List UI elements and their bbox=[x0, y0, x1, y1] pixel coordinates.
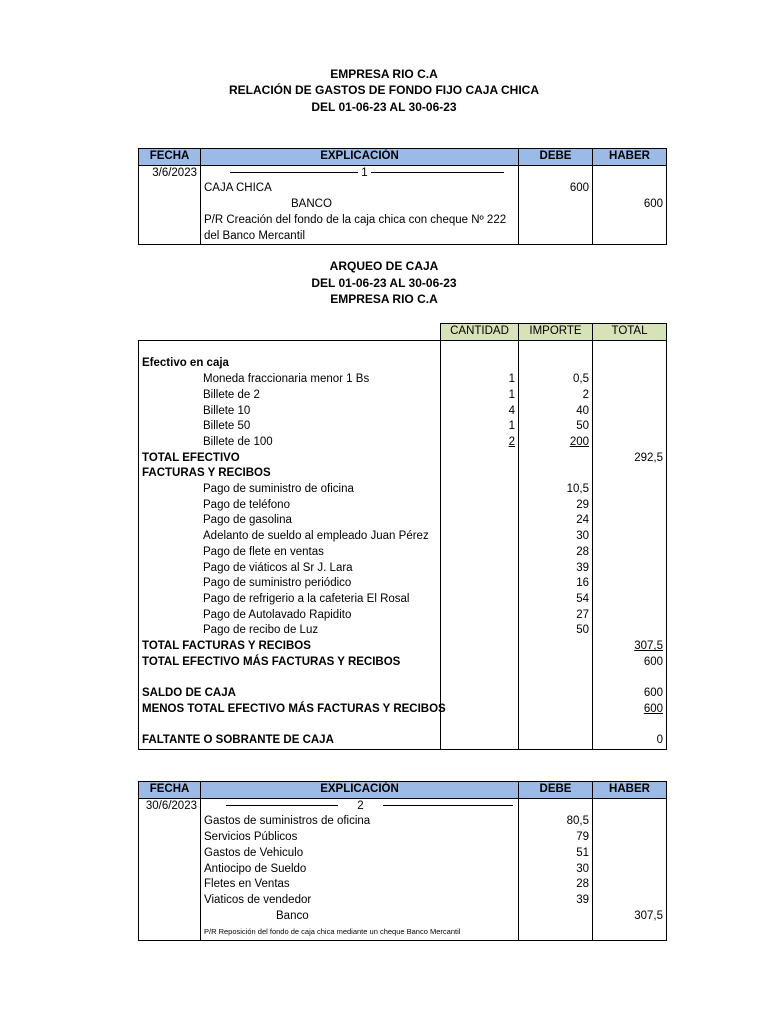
total-mas-value: 600 bbox=[593, 655, 667, 671]
table-row: Billete 50 1 50 bbox=[139, 419, 667, 435]
menos-value: 600 bbox=[643, 702, 663, 715]
total-mas-label: TOTAL EFECTIVO MÁS FACTURAS Y RECIBOS bbox=[139, 655, 441, 671]
table-row: Pago de viáticos al Sr J. Lara 39 bbox=[139, 561, 667, 577]
table-row: Banco 307,5 bbox=[139, 909, 667, 925]
col-debe: DEBE bbox=[519, 782, 593, 799]
entry-date: 3/6/2023 bbox=[139, 165, 201, 181]
journal-entry-2 bbox=[138, 781, 667, 941]
table-row: Pago de Autolavado Rapidito 27 bbox=[139, 608, 667, 624]
entry-note: P/R Reposición del fondo de caja chica mediante un cheque Banco Mercantil bbox=[201, 924, 519, 940]
table-row: Pago de suministro periódico 16 bbox=[139, 576, 667, 592]
table-row: BANCO 600 bbox=[139, 197, 667, 213]
table-row: Pago de teléfono 29 bbox=[139, 498, 667, 514]
table-row: Billete 10 4 40 bbox=[139, 404, 667, 420]
col-explicacion: EXPLICACIÓN bbox=[201, 149, 519, 166]
company-title: EMPRESA RIO C.A bbox=[330, 67, 438, 81]
table-row: Moneda fraccionaria menor 1 Bs 1 0,5 bbox=[139, 372, 667, 388]
col-explicacion: EXPLICACIÓN bbox=[201, 782, 519, 799]
report-title: RELACIÓN DE GASTOS DE FONDO FIJO CAJA CHICA bbox=[228, 83, 540, 97]
arqueo-table bbox=[138, 323, 667, 750]
table-row: Viaticos de vendedor 39 bbox=[139, 893, 667, 909]
saldo-label: SALDO DE CAJA bbox=[139, 686, 441, 702]
menos-label: MENOS TOTAL EFECTIVO MÁS FACTURAS Y RECIBOS bbox=[139, 702, 441, 718]
entry-number: 2 bbox=[357, 799, 364, 812]
table-row: Antiocipo de Sueldo 30 bbox=[139, 862, 667, 878]
table-row: Pago de refrigerio a la cafeteria El Rosal 54 bbox=[139, 592, 667, 608]
arqueo-title: ARQUEO DE CAJA bbox=[329, 259, 439, 273]
col-haber: HABER bbox=[593, 782, 667, 799]
saldo-value: 600 bbox=[593, 686, 667, 702]
table-row: Billete de 2 1 2 bbox=[139, 388, 667, 404]
col-debe: DEBE bbox=[519, 149, 593, 166]
entry-number-row bbox=[201, 165, 519, 181]
table-row: Pago de gasolina 24 bbox=[139, 513, 667, 529]
table-row: Gastos de suministros de oficina 80,5 bbox=[139, 814, 667, 830]
table-row: Billete de 100 2 200 bbox=[139, 435, 667, 451]
table-row: Servicios Públicos 79 bbox=[139, 830, 667, 846]
arqueo-company: EMPRESA RIO C.A bbox=[330, 292, 438, 306]
table-row: P/R Creación del fondo de la caja chica con cheque Nº 222 bbox=[139, 213, 667, 229]
journal-entry-1 bbox=[138, 148, 667, 245]
col-cantidad: CANTIDAD bbox=[441, 324, 519, 341]
facturas-label: FACTURAS Y RECIBOS bbox=[139, 466, 441, 482]
entry-number-row bbox=[201, 798, 519, 814]
report-period: DEL 01-06-23 AL 30-06-23 bbox=[311, 100, 457, 114]
arqueo-period: DEL 01-06-23 AL 30-06-23 bbox=[311, 276, 457, 290]
total-efectivo-label: TOTAL EFECTIVO bbox=[139, 451, 441, 467]
efectivo-label: Efectivo en caja bbox=[139, 356, 441, 372]
table-row: del Banco Mercantil bbox=[139, 229, 667, 245]
faltante-value: 0 bbox=[593, 733, 667, 749]
total-facturas-label: TOTAL FACTURAS Y RECIBOS bbox=[139, 639, 441, 655]
table-row: Pago de flete en ventas 28 bbox=[139, 545, 667, 561]
table-row: Gastos de Vehiculo 51 bbox=[139, 846, 667, 862]
entry-number: 1 bbox=[361, 166, 368, 179]
entry-date: 30/6/2023 bbox=[139, 798, 201, 814]
col-total: TOTAL bbox=[593, 324, 667, 341]
col-haber: HABER bbox=[593, 149, 667, 166]
table-row: Pago de recibo de Luz 50 bbox=[139, 623, 667, 639]
col-fecha: FECHA bbox=[139, 149, 201, 166]
table-row: Adelanto de sueldo al empleado Juan Pérez 30 bbox=[139, 529, 667, 545]
table-row: Pago de suministro de oficina 10,5 bbox=[139, 482, 667, 498]
col-importe: IMPORTE bbox=[519, 324, 593, 341]
total-efectivo-value: 292,5 bbox=[593, 451, 667, 467]
total-facturas-value: 307,5 bbox=[634, 640, 663, 653]
table-row: CAJA CHICA 600 bbox=[139, 181, 667, 197]
col-fecha: FECHA bbox=[139, 782, 201, 799]
faltante-label: FALTANTE O SOBRANTE DE CAJA bbox=[139, 733, 441, 749]
table-row: Fletes en Ventas 28 bbox=[139, 877, 667, 893]
